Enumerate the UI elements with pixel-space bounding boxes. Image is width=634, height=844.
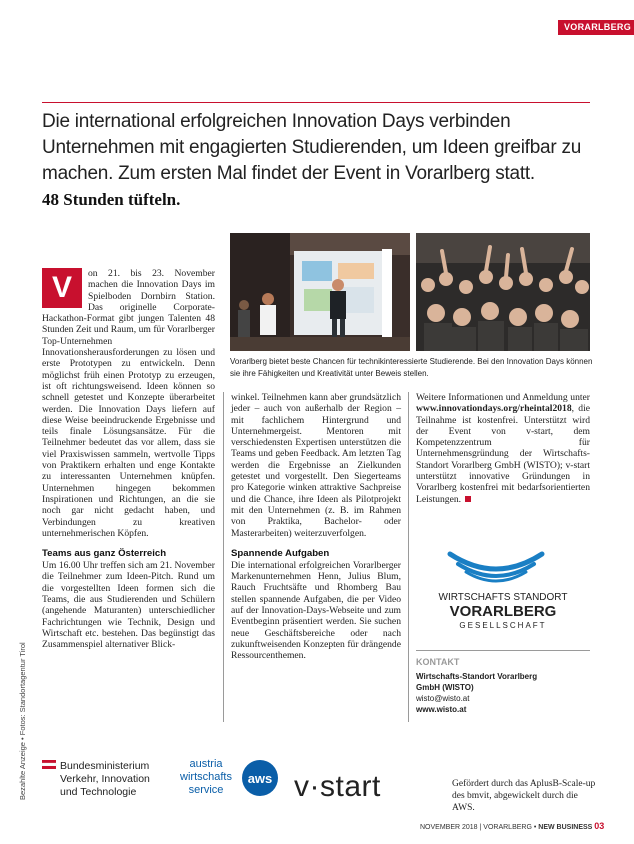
lead-rule	[42, 102, 590, 103]
photo-presentation	[230, 233, 410, 351]
header-rule	[558, 34, 634, 35]
column-divider	[223, 392, 224, 722]
kontakt-heading: KONTAKT	[416, 657, 460, 667]
vstart-text: v·start	[294, 770, 381, 803]
bmvit-logo	[42, 758, 172, 806]
region-tag: VORARLBERG	[558, 20, 634, 34]
kontakt-box	[416, 657, 590, 715]
subhead-teams: Teams aus ganz Österreich	[42, 548, 167, 560]
end-mark-icon	[465, 496, 471, 502]
wisto-logo	[416, 540, 590, 632]
dropcap: V	[42, 268, 82, 308]
vstart-logo	[294, 768, 410, 804]
aws-line3: service	[188, 784, 224, 796]
info-text: Weitere Informationen und Anmeldung unter	[416, 392, 590, 403]
wisto-line1: WIRTSCHAFTS STANDORT	[438, 592, 568, 603]
aws-badge: aws	[247, 771, 273, 786]
article-title: 48 Stunden tüfteln.	[42, 190, 181, 209]
info-text-rest: , die Teilnahme ist kostenfrei. Unterstützt wird der Event von v-start, dem Kompetenzzentrum für Unternehmensgründung der Wirtschafts-Standort Vorarlberg GmbH (WISTO); v-start unterstützt innovative Gründungen in Vorarlberg kostenfrei mit bedarfsorientierten Leistungen.	[416, 403, 590, 505]
innovationdays-link[interactable]: www.innovationdays.org/rheintal2018	[416, 403, 572, 415]
wisto-line2: VORARLBERG	[449, 603, 557, 620]
article-lead: Die international erfolgreichen Innovation Days verbinden Unternehmen mit engagierten Studierenden, um Ideen greifbar zu machen. Zum ersten Mal findet der Event in Vorarlberg statt.	[42, 111, 582, 184]
photo-caption: Vorarlberg bietet beste Chancen für technikinteressierte Studierende. Bei den Innovation Days können sie ihre Fähigkeiten und Kreativität unter Beweis stellen.	[230, 357, 593, 378]
paragraph-tasks: Die international erfolgreichen Vorarlberger Markenunternehmen Henn, Julius Blum, Rauch Fruchtsäfte und Rhomberg Bau stellen spannende Aufgaben, die per Video auf der Innovation-Days-Webseite und zum Eventbeginn präsentiert werden. Sie suchen neue Geschäftsbereiche oder nach zukunftweisenden Konzepten für drängende Ressourcenthemen.	[231, 559, 401, 662]
page-footer	[420, 821, 620, 831]
aws-line2: wirtschafts	[180, 771, 232, 783]
subhead-tasks: Spannende Aufgaben	[231, 547, 330, 559]
kontakt-email[interactable]: wisto@wisto.at	[416, 694, 470, 703]
paragraph-mentors: winkel. Teilnehmen kann aber grundsätzlich jeder – auch von außerhalb der Region – mit fachlichem Hintergrund und Unternehmergeist. Mentoren mit verschiedensten Expertisen unterstützen die Teams und geben Feedback. Am letzten Tag werden die Ergebnisse an Zielkunden getestet und vorgestellt. Den Siegerteams pro Kategorie winken attraktive Sachpreise und die Chance, ihre Ideen als Pilotprojekt mit den Unternehmen (z. B. im Rahmen von Praktika, Bachelor- oder Masterarbeiten) weiterzuverfolgen.	[231, 392, 401, 539]
article-column-3	[416, 392, 590, 505]
wisto-line3: GESELLSCHAFT	[459, 621, 547, 630]
kontakt-org-line2: GmbH (WISTO)	[416, 683, 474, 692]
bmk-line2: Verkehr, Innovation	[60, 773, 150, 785]
aws-logo	[176, 754, 280, 800]
footer-text: NOVEMBER 2018 | VORARLBERG •	[420, 824, 537, 831]
side-credit: Bezahlte Anzeige • Fotos: Standortagentur Tirol	[18, 642, 27, 800]
bmk-line1: Bundesministerium	[60, 760, 150, 772]
paragraph-teams: Um 16.00 Uhr treffen sich am 21. November die Teilnehmer zum Ideen-Pitch. Rund um die vorgestellten Ideen formen sich die Teams, die aus Studierenden und Schülern (angehende Maturanten) unterschiedlicher Fachrichtungen wie Technik, Design und Wirtschaft etc. bestehen. Das begünstigt das Zusammenspiel alternativer Blick-	[42, 560, 215, 651]
paragraph-intro: on 21. bis 23. November machen die Innovation Days im Spielboden Dornbirn Station. Das originelle Corporate-Hackathon-Format gibt jungen Talenten 48 Stunden Zeit und Raum, um für Vorarlberger Top-Unternehmen Innovationsherausforderungen zu lösen und erste Prototypen zu entwickeln. Denn möglichst früh einen Prototyp zu erzeugen, ist oft richtungsweisend. Ideen können so schnell getestet und Konzepte überarbeitet werden. Die Innovation Days liefern auf diese Weise beeindruckende Ergebnisse und teils finale Lösungsansätze. Für die Teilnehmer bedeutet das vor allem, dass sie viel Praxiswissen sammeln, wertvolle Tipps von Praktikern erhalten und enge Kontakte zu interessanten Unternehmen knüpfen. Unternehmen hingegen bekommen Inspirationen und Richtungen, an die sie noch gar nicht gedacht haben, und Verbindungen zu kreativen unternehmerischen Köpfen.	[42, 268, 215, 539]
column-divider	[408, 392, 409, 722]
aws-line1: austria	[189, 758, 223, 770]
bmk-line3: und Technologie	[60, 786, 137, 798]
article-column-2	[231, 392, 401, 662]
funding-note: Gefördert durch das AplusB-Scale-up des bmvit, abgewickelt durch die AWS.	[452, 779, 596, 813]
article-column-1	[42, 268, 215, 651]
kontakt-rule	[416, 650, 590, 651]
page-number: 03	[594, 821, 605, 831]
kontakt-org-line1: Wirtschafts-Standort Vorarlberg	[416, 672, 538, 681]
paragraph-info	[416, 392, 590, 505]
footer-brand: NEW BUSINESS	[538, 824, 593, 831]
kontakt-web[interactable]: www.wisto.at	[416, 705, 467, 714]
photo-audience	[416, 233, 590, 351]
